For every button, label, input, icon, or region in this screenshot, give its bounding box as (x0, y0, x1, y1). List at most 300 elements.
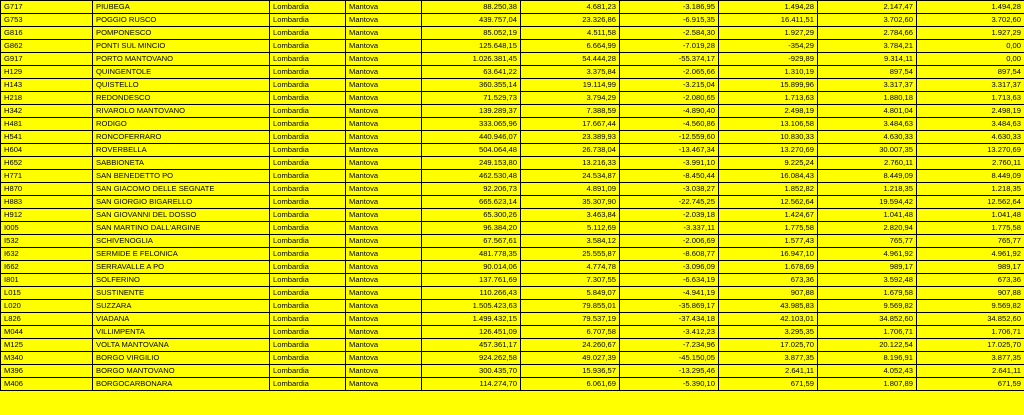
value-cell: 16.411,51 (719, 14, 818, 27)
region-cell: Lombardia (270, 40, 346, 53)
value-cell: 20.122,54 (818, 339, 917, 352)
value-cell: 42.103,01 (719, 313, 818, 326)
code-cell: M340 (1, 352, 93, 365)
value-cell: 10.830,33 (719, 131, 818, 144)
table-row (1, 235, 1024, 248)
value-cell: 765,77 (818, 235, 917, 248)
value-cell: 125.648,15 (422, 40, 521, 53)
municipality-cell: POMPONESCO (93, 27, 270, 40)
municipality-cell: BORGO VIRGILIO (93, 352, 270, 365)
province-cell: Mantova (346, 92, 422, 105)
municipality-cell: RODIGO (93, 118, 270, 131)
value-cell: -5.390,10 (620, 378, 719, 391)
province-cell: Mantova (346, 1, 422, 14)
table-row (1, 196, 1024, 209)
value-cell: 1.577,43 (719, 235, 818, 248)
code-cell: H883 (1, 196, 93, 209)
value-cell: 1.026.381,45 (422, 53, 521, 66)
municipality-cell: BORGOCARBONARA (93, 378, 270, 391)
value-cell: 12.562,64 (719, 196, 818, 209)
value-cell: 88.250,38 (422, 1, 521, 14)
table-row (1, 105, 1024, 118)
province-cell: Mantova (346, 144, 422, 157)
value-cell: -35.869,17 (620, 300, 719, 313)
value-cell: 1.880,18 (818, 92, 917, 105)
region-cell: Lombardia (270, 53, 346, 66)
value-cell: -6.915,35 (620, 14, 719, 27)
table-row (1, 27, 1024, 40)
value-cell: 34.852,60 (917, 313, 1024, 326)
value-cell: 9.225,24 (719, 157, 818, 170)
municipality-cell: SAN GIACOMO DELLE SEGNATE (93, 183, 270, 196)
value-cell: 9.569,82 (917, 300, 1024, 313)
value-cell: -2.584,30 (620, 27, 719, 40)
value-cell: -7.019,28 (620, 40, 719, 53)
code-cell: G816 (1, 27, 93, 40)
value-cell: -13.467,34 (620, 144, 719, 157)
value-cell: 19.114,99 (521, 79, 620, 92)
value-cell: 12.562,64 (917, 196, 1024, 209)
value-cell: 1.494,28 (719, 1, 818, 14)
value-cell: 671,59 (719, 378, 818, 391)
value-cell: -37.434,18 (620, 313, 719, 326)
value-cell: 13.270,69 (719, 144, 818, 157)
value-cell: 79.537,19 (521, 313, 620, 326)
province-cell: Mantova (346, 352, 422, 365)
value-cell: 3.877,35 (719, 352, 818, 365)
province-cell: Mantova (346, 40, 422, 53)
value-cell: 462.530,48 (422, 170, 521, 183)
table-row (1, 261, 1024, 274)
code-cell: H218 (1, 92, 93, 105)
value-cell: 4.630,33 (917, 131, 1024, 144)
table-row (1, 300, 1024, 313)
value-cell: 2.641,11 (917, 365, 1024, 378)
value-cell: 71.529,73 (422, 92, 521, 105)
value-cell: 9.569,82 (818, 300, 917, 313)
value-cell: 1.807,89 (818, 378, 917, 391)
region-cell: Lombardia (270, 92, 346, 105)
municipality-cell: POGGIO RUSCO (93, 14, 270, 27)
region-cell: Lombardia (270, 300, 346, 313)
value-cell: 114.274,70 (422, 378, 521, 391)
value-cell: 673,36 (917, 274, 1024, 287)
region-cell: Lombardia (270, 261, 346, 274)
table-row (1, 339, 1024, 352)
value-cell: 3.702,60 (818, 14, 917, 27)
value-cell: 4.052,43 (818, 365, 917, 378)
value-cell: -13.295,46 (620, 365, 719, 378)
value-cell: -22.745,25 (620, 196, 719, 209)
value-cell: 6.664,99 (521, 40, 620, 53)
region-cell: Lombardia (270, 131, 346, 144)
province-cell: Mantova (346, 27, 422, 40)
province-cell: Mantova (346, 79, 422, 92)
value-cell: 0,00 (917, 53, 1024, 66)
province-cell: Mantova (346, 222, 422, 235)
municipality-cell: QUINGENTOLE (93, 66, 270, 79)
value-cell: 1.713,63 (917, 92, 1024, 105)
code-cell: H870 (1, 183, 93, 196)
value-cell: 1.041,48 (818, 209, 917, 222)
table-row (1, 40, 1024, 53)
value-cell: 96.384,20 (422, 222, 521, 235)
province-cell: Mantova (346, 170, 422, 183)
municipality-cell: SUZZARA (93, 300, 270, 313)
province-cell: Mantova (346, 157, 422, 170)
value-cell: 7.307,55 (521, 274, 620, 287)
value-cell: 439.757,04 (422, 14, 521, 27)
value-cell: 360.355,14 (422, 79, 521, 92)
table-row (1, 365, 1024, 378)
province-cell: Mantova (346, 131, 422, 144)
table-row (1, 79, 1024, 92)
value-cell: 9.314,11 (818, 53, 917, 66)
municipality-cell: SAN GIOVANNI DEL DOSSO (93, 209, 270, 222)
value-cell: 23.326,86 (521, 14, 620, 27)
value-cell: 481.778,35 (422, 248, 521, 261)
value-cell: 25.555,87 (521, 248, 620, 261)
region-cell: Lombardia (270, 1, 346, 14)
value-cell: 3.295,35 (719, 326, 818, 339)
municipality-cell: SAN BENEDETTO PO (93, 170, 270, 183)
value-cell: 4.891,09 (521, 183, 620, 196)
value-cell: 3.375,84 (521, 66, 620, 79)
municipality-cell: PIUBEGA (93, 1, 270, 14)
value-cell: 23.389,93 (521, 131, 620, 144)
value-cell: 2.498,19 (719, 105, 818, 118)
value-cell: 24.260,67 (521, 339, 620, 352)
value-cell: 54.444,28 (521, 53, 620, 66)
value-cell: 907,88 (917, 287, 1024, 300)
province-cell: Mantova (346, 235, 422, 248)
value-cell: 504.064,48 (422, 144, 521, 157)
value-cell: 4.774,78 (521, 261, 620, 274)
value-cell: 13.106,58 (719, 118, 818, 131)
municipality-cell: BORGO MANTOVANO (93, 365, 270, 378)
region-cell: Lombardia (270, 339, 346, 352)
value-cell: 2.784,66 (818, 27, 917, 40)
value-cell: 665.623,14 (422, 196, 521, 209)
municipality-cell: PORTO MANTOVANO (93, 53, 270, 66)
value-cell: 2.760,11 (818, 157, 917, 170)
table-row (1, 157, 1024, 170)
municipality-cell: VOLTA MANTOVANA (93, 339, 270, 352)
region-cell: Lombardia (270, 248, 346, 261)
code-cell: H541 (1, 131, 93, 144)
municipality-cell: QUISTELLO (93, 79, 270, 92)
value-cell: 110.266,43 (422, 287, 521, 300)
value-cell: 30.007,35 (818, 144, 917, 157)
value-cell: 6.707,58 (521, 326, 620, 339)
value-cell: -4.890,40 (620, 105, 719, 118)
value-cell: 1.775,58 (917, 222, 1024, 235)
value-cell: -6.634,19 (620, 274, 719, 287)
province-cell: Mantova (346, 339, 422, 352)
value-cell: 1.041,48 (917, 209, 1024, 222)
value-cell: 3.463,84 (521, 209, 620, 222)
code-cell: M125 (1, 339, 93, 352)
value-cell: 1.775,58 (719, 222, 818, 235)
value-cell: 3.317,37 (818, 79, 917, 92)
value-cell: -4.560,86 (620, 118, 719, 131)
value-cell: 671,59 (917, 378, 1024, 391)
value-cell: 5.112,69 (521, 222, 620, 235)
value-cell: 440.946,07 (422, 131, 521, 144)
table-row (1, 274, 1024, 287)
region-cell: Lombardia (270, 274, 346, 287)
code-cell: G862 (1, 40, 93, 53)
code-cell: I005 (1, 222, 93, 235)
region-cell: Lombardia (270, 14, 346, 27)
value-cell: 19.594,42 (818, 196, 917, 209)
region-cell: Lombardia (270, 378, 346, 391)
value-cell: 35.307,90 (521, 196, 620, 209)
municipality-cell: SABBIONETA (93, 157, 270, 170)
table-row (1, 53, 1024, 66)
region-cell: Lombardia (270, 352, 346, 365)
code-cell: H342 (1, 105, 93, 118)
table-row (1, 14, 1024, 27)
value-cell: 989,17 (818, 261, 917, 274)
value-cell: 333.065,96 (422, 118, 521, 131)
value-cell: 1.505.423,63 (422, 300, 521, 313)
municipality-cell: REDONDESCO (93, 92, 270, 105)
value-cell: 3.484,63 (818, 118, 917, 131)
value-cell: 2.498,19 (917, 105, 1024, 118)
code-cell: M406 (1, 378, 93, 391)
value-cell: 5.849,07 (521, 287, 620, 300)
value-cell: 90.014,06 (422, 261, 521, 274)
value-cell: 3.484,63 (917, 118, 1024, 131)
value-cell: -55.374,17 (620, 53, 719, 66)
table-row (1, 222, 1024, 235)
value-cell: 1.499.432,15 (422, 313, 521, 326)
region-cell: Lombardia (270, 287, 346, 300)
municipality-cell: ROVERBELLA (93, 144, 270, 157)
region-cell: Lombardia (270, 79, 346, 92)
code-cell: I801 (1, 274, 93, 287)
value-cell: 1.852,82 (719, 183, 818, 196)
province-cell: Mantova (346, 378, 422, 391)
province-cell: Mantova (346, 118, 422, 131)
value-cell: 3.584,12 (521, 235, 620, 248)
table-row (1, 326, 1024, 339)
value-cell: 43.985,83 (719, 300, 818, 313)
value-cell: 1.310,19 (719, 66, 818, 79)
value-cell: -3.991,10 (620, 157, 719, 170)
value-cell: -3.337,11 (620, 222, 719, 235)
value-cell: -4.941,19 (620, 287, 719, 300)
region-cell: Lombardia (270, 235, 346, 248)
province-cell: Mantova (346, 105, 422, 118)
province-cell: Mantova (346, 274, 422, 287)
region-cell: Lombardia (270, 105, 346, 118)
region-cell: Lombardia (270, 144, 346, 157)
code-cell: H652 (1, 157, 93, 170)
region-cell: Lombardia (270, 66, 346, 79)
value-cell: -929,89 (719, 53, 818, 66)
table-row (1, 248, 1024, 261)
province-cell: Mantova (346, 14, 422, 27)
code-cell: G717 (1, 1, 93, 14)
code-cell: M044 (1, 326, 93, 339)
value-cell: 2.820,94 (818, 222, 917, 235)
municipality-cell: VILLIMPENTA (93, 326, 270, 339)
value-cell: -3.038,27 (620, 183, 719, 196)
province-cell: Mantova (346, 183, 422, 196)
value-cell: 17.667,44 (521, 118, 620, 131)
value-cell: 4.630,33 (818, 131, 917, 144)
value-cell: -2.039,18 (620, 209, 719, 222)
value-cell: 17.025,70 (719, 339, 818, 352)
municipality-cell: SOLFERINO (93, 274, 270, 287)
value-cell: 1.678,69 (719, 261, 818, 274)
value-cell: 13.216,33 (521, 157, 620, 170)
region-cell: Lombardia (270, 157, 346, 170)
value-cell: 1.927,29 (917, 27, 1024, 40)
value-cell: 300.435,70 (422, 365, 521, 378)
value-cell: 8.196,91 (818, 352, 917, 365)
value-cell: 15.899,96 (719, 79, 818, 92)
value-cell: 126.451,09 (422, 326, 521, 339)
province-cell: Mantova (346, 53, 422, 66)
province-cell: Mantova (346, 66, 422, 79)
value-cell: 3.877,35 (917, 352, 1024, 365)
value-cell: 85.052,19 (422, 27, 521, 40)
code-cell: H481 (1, 118, 93, 131)
value-cell: 2.641,11 (719, 365, 818, 378)
province-cell: Mantova (346, 287, 422, 300)
table-row (1, 92, 1024, 105)
value-cell: -8.608,77 (620, 248, 719, 261)
value-cell: -2.006,69 (620, 235, 719, 248)
table-row (1, 66, 1024, 79)
value-cell: 0,00 (917, 40, 1024, 53)
value-cell: 4.801,04 (818, 105, 917, 118)
value-cell: 13.270,69 (917, 144, 1024, 157)
code-cell: L826 (1, 313, 93, 326)
value-cell: 249.153,80 (422, 157, 521, 170)
code-cell: H771 (1, 170, 93, 183)
value-cell: 1.424,67 (719, 209, 818, 222)
region-cell: Lombardia (270, 27, 346, 40)
value-cell: 765,77 (917, 235, 1024, 248)
province-cell: Mantova (346, 365, 422, 378)
value-cell: 1.218,35 (917, 183, 1024, 196)
value-cell: 1.927,29 (719, 27, 818, 40)
code-cell: M396 (1, 365, 93, 378)
code-cell: G753 (1, 14, 93, 27)
value-cell: -354,29 (719, 40, 818, 53)
value-cell: -3.215,04 (620, 79, 719, 92)
value-cell: 3.317,37 (917, 79, 1024, 92)
region-cell: Lombardia (270, 170, 346, 183)
table-row (1, 170, 1024, 183)
code-cell: H143 (1, 79, 93, 92)
table-row (1, 378, 1024, 391)
value-cell: 924.262,58 (422, 352, 521, 365)
value-cell: 49.027,39 (521, 352, 620, 365)
value-cell: -3.412,23 (620, 326, 719, 339)
table-row (1, 209, 1024, 222)
region-cell: Lombardia (270, 326, 346, 339)
table-row (1, 1, 1024, 14)
value-cell: -2.065,66 (620, 66, 719, 79)
municipality-cell: SUSTINENTE (93, 287, 270, 300)
region-cell: Lombardia (270, 222, 346, 235)
code-cell: G917 (1, 53, 93, 66)
code-cell: I632 (1, 248, 93, 261)
value-cell: 457.361,17 (422, 339, 521, 352)
value-cell: 1.679,58 (818, 287, 917, 300)
value-cell: 4.961,92 (818, 248, 917, 261)
value-cell: 137.761,69 (422, 274, 521, 287)
value-cell: 2.760,11 (917, 157, 1024, 170)
municipality-cell: RIVAROLO MANTOVANO (93, 105, 270, 118)
value-cell: 8.449,09 (818, 170, 917, 183)
province-cell: Mantova (346, 300, 422, 313)
value-cell: 3.592,48 (818, 274, 917, 287)
value-cell: 79.855,01 (521, 300, 620, 313)
value-cell: 3.702,60 (917, 14, 1024, 27)
value-cell: -7.234,96 (620, 339, 719, 352)
value-cell: 15.936,57 (521, 365, 620, 378)
province-cell: Mantova (346, 248, 422, 261)
code-cell: H912 (1, 209, 93, 222)
code-cell: I662 (1, 261, 93, 274)
code-cell: H604 (1, 144, 93, 157)
value-cell: 3.784,21 (818, 40, 917, 53)
region-cell: Lombardia (270, 209, 346, 222)
value-cell: -12.559,60 (620, 131, 719, 144)
province-cell: Mantova (346, 261, 422, 274)
municipality-cell: RONCOFERRARO (93, 131, 270, 144)
value-cell: 16.947,10 (719, 248, 818, 261)
value-cell: -8.450,44 (620, 170, 719, 183)
value-cell: 92.206,73 (422, 183, 521, 196)
municipality-cell: SAN MARTINO DALL'ARGINE (93, 222, 270, 235)
value-cell: 65.300,26 (422, 209, 521, 222)
value-cell: 1.713,63 (719, 92, 818, 105)
table-row (1, 118, 1024, 131)
value-cell: 989,17 (917, 261, 1024, 274)
value-cell: 1.706,71 (917, 326, 1024, 339)
value-cell: 17.025,70 (917, 339, 1024, 352)
table-row (1, 352, 1024, 365)
value-cell: 34.852,60 (818, 313, 917, 326)
value-cell: 7.388,59 (521, 105, 620, 118)
value-cell: 67.567,61 (422, 235, 521, 248)
value-cell: 673,36 (719, 274, 818, 287)
region-cell: Lombardia (270, 196, 346, 209)
code-cell: I532 (1, 235, 93, 248)
code-cell: L015 (1, 287, 93, 300)
value-cell: 16.084,43 (719, 170, 818, 183)
region-cell: Lombardia (270, 365, 346, 378)
code-cell: L020 (1, 300, 93, 313)
municipality-cell: SCHIVENOGLIA (93, 235, 270, 248)
value-cell: 139.289,37 (422, 105, 521, 118)
table-row (1, 131, 1024, 144)
province-cell: Mantova (346, 196, 422, 209)
value-cell: 897,54 (818, 66, 917, 79)
municipality-cell: PONTI SUL MINCIO (93, 40, 270, 53)
value-cell: 1.218,35 (818, 183, 917, 196)
table-row (1, 287, 1024, 300)
value-cell: 1.706,71 (818, 326, 917, 339)
value-cell: -3.186,95 (620, 1, 719, 14)
